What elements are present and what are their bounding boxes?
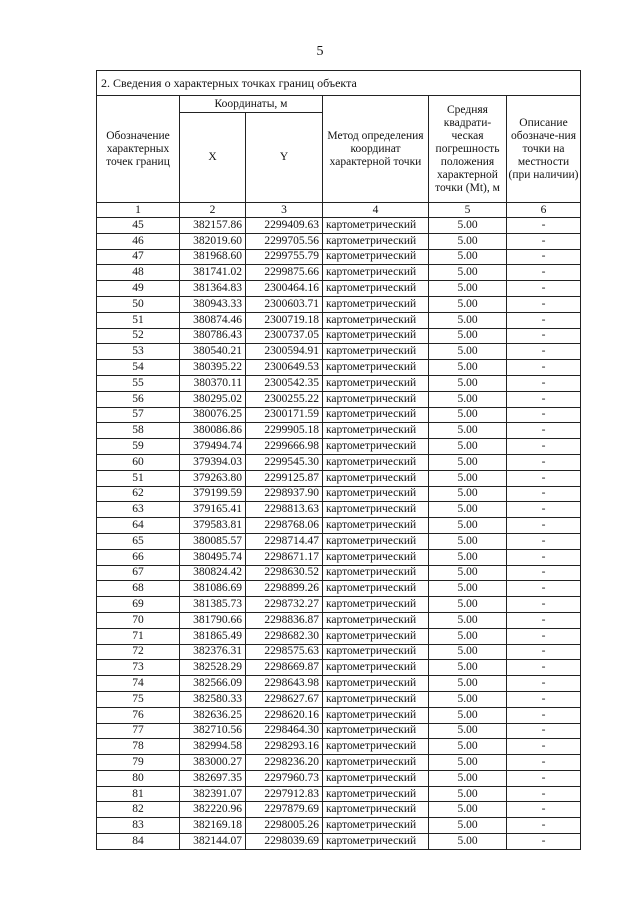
method-cell: картометрический: [323, 707, 429, 723]
description-cell: -: [507, 233, 581, 249]
point-number-cell: 80: [97, 770, 180, 786]
y-coordinate-cell: 2298039.69: [246, 834, 323, 850]
table-row: [97, 249, 581, 265]
table-row: [97, 454, 581, 470]
method-cell: картометрический: [323, 265, 429, 281]
header-method: Метод определения координат характерной точки: [323, 96, 429, 203]
method-cell: картометрический: [323, 755, 429, 771]
description-cell: -: [507, 660, 581, 676]
y-coordinate-cell: 2300737.05: [246, 328, 323, 344]
description-cell: -: [507, 802, 581, 818]
y-coordinate-cell: 2298575.63: [246, 644, 323, 660]
x-coordinate-cell: 380395.22: [180, 360, 246, 376]
method-cell: картометрический: [323, 502, 429, 518]
table-row: [97, 265, 581, 281]
x-coordinate-cell: 380786.43: [180, 328, 246, 344]
x-coordinate-cell: 379199.59: [180, 486, 246, 502]
description-cell: -: [507, 486, 581, 502]
error-cell: 5.00: [429, 660, 507, 676]
x-coordinate-cell: 382376.31: [180, 644, 246, 660]
table-row: [97, 423, 581, 439]
point-number-cell: 51: [97, 470, 180, 486]
method-cell: картометрический: [323, 312, 429, 328]
point-number-cell: 77: [97, 723, 180, 739]
x-coordinate-cell: 382697.35: [180, 770, 246, 786]
x-coordinate-cell: 382710.56: [180, 723, 246, 739]
point-number-cell: 54: [97, 360, 180, 376]
method-cell: картометрический: [323, 439, 429, 455]
point-number-cell: 53: [97, 344, 180, 360]
y-coordinate-cell: 2300719.18: [246, 312, 323, 328]
description-cell: -: [507, 249, 581, 265]
method-cell: картометрический: [323, 834, 429, 850]
description-cell: -: [507, 707, 581, 723]
y-coordinate-cell: 2299905.18: [246, 423, 323, 439]
table-body: [97, 218, 581, 850]
table-row: [97, 296, 581, 312]
method-cell: картометрический: [323, 691, 429, 707]
table-row: [97, 676, 581, 692]
x-coordinate-cell: 382144.07: [180, 834, 246, 850]
table-row: [97, 707, 581, 723]
table-row: [97, 660, 581, 676]
table-row: [97, 770, 581, 786]
x-coordinate-cell: 379165.41: [180, 502, 246, 518]
table-row: [97, 834, 581, 850]
x-coordinate-cell: 382019.60: [180, 233, 246, 249]
method-cell: картометрический: [323, 423, 429, 439]
table-row: [97, 755, 581, 771]
table-row: [97, 470, 581, 486]
header-x: X: [180, 113, 246, 203]
error-cell: 5.00: [429, 502, 507, 518]
table-row: [97, 502, 581, 518]
point-number-cell: 72: [97, 644, 180, 660]
error-cell: 5.00: [429, 360, 507, 376]
y-coordinate-cell: 2298669.87: [246, 660, 323, 676]
x-coordinate-cell: 380540.21: [180, 344, 246, 360]
error-cell: 5.00: [429, 423, 507, 439]
description-cell: -: [507, 786, 581, 802]
x-coordinate-cell: 380295.02: [180, 391, 246, 407]
description-cell: -: [507, 281, 581, 297]
description-cell: -: [507, 391, 581, 407]
table-row: [97, 518, 581, 534]
x-coordinate-cell: 379263.80: [180, 470, 246, 486]
table-row: [97, 218, 581, 234]
y-coordinate-cell: 2300542.35: [246, 375, 323, 391]
y-coordinate-cell: 2297879.69: [246, 802, 323, 818]
error-cell: 5.00: [429, 407, 507, 423]
x-coordinate-cell: 382636.25: [180, 707, 246, 723]
table-row: [97, 486, 581, 502]
description-cell: -: [507, 834, 581, 850]
error-cell: 5.00: [429, 549, 507, 565]
y-coordinate-cell: 2298937.90: [246, 486, 323, 502]
point-number-cell: 56: [97, 391, 180, 407]
x-coordinate-cell: 380370.11: [180, 375, 246, 391]
description-cell: -: [507, 423, 581, 439]
column-number: 2: [180, 203, 246, 218]
description-cell: -: [507, 612, 581, 628]
method-cell: картометрический: [323, 786, 429, 802]
x-coordinate-cell: 380085.57: [180, 533, 246, 549]
point-number-cell: 83: [97, 818, 180, 834]
method-cell: картометрический: [323, 723, 429, 739]
x-coordinate-cell: 380824.42: [180, 565, 246, 581]
method-cell: картометрический: [323, 549, 429, 565]
error-cell: 5.00: [429, 265, 507, 281]
method-cell: картометрический: [323, 518, 429, 534]
method-cell: картометрический: [323, 281, 429, 297]
description-cell: -: [507, 770, 581, 786]
error-cell: 5.00: [429, 344, 507, 360]
point-number-cell: 71: [97, 628, 180, 644]
y-coordinate-cell: 2298643.98: [246, 676, 323, 692]
y-coordinate-cell: 2300603.71: [246, 296, 323, 312]
point-number-cell: 79: [97, 755, 180, 771]
y-coordinate-cell: 2297912.83: [246, 786, 323, 802]
column-number: 6: [507, 203, 581, 218]
error-cell: 5.00: [429, 691, 507, 707]
table-row: [97, 312, 581, 328]
description-cell: -: [507, 375, 581, 391]
description-cell: -: [507, 360, 581, 376]
error-cell: 5.00: [429, 770, 507, 786]
y-coordinate-cell: 2299666.98: [246, 439, 323, 455]
error-cell: 5.00: [429, 628, 507, 644]
table-row: [97, 628, 581, 644]
method-cell: картометрический: [323, 660, 429, 676]
y-coordinate-cell: 2298293.16: [246, 739, 323, 755]
x-coordinate-cell: 381790.66: [180, 612, 246, 628]
table-row: [97, 644, 581, 660]
header-error: Средняя квадрати-ческая погрешность положения характерной точки (Mt), м: [429, 96, 507, 203]
y-coordinate-cell: 2298836.87: [246, 612, 323, 628]
method-cell: картометрический: [323, 249, 429, 265]
point-number-cell: 64: [97, 518, 180, 534]
method-cell: картометрический: [323, 360, 429, 376]
x-coordinate-cell: 380495.74: [180, 549, 246, 565]
y-coordinate-cell: 2298732.27: [246, 597, 323, 613]
y-coordinate-cell: 2298464.30: [246, 723, 323, 739]
x-coordinate-cell: 379494.74: [180, 439, 246, 455]
page-number: 5: [316, 44, 324, 59]
error-cell: 5.00: [429, 565, 507, 581]
method-cell: картометрический: [323, 218, 429, 234]
error-cell: 5.00: [429, 597, 507, 613]
table-row: [97, 597, 581, 613]
error-cell: 5.00: [429, 802, 507, 818]
y-coordinate-cell: 2298714.47: [246, 533, 323, 549]
y-coordinate-cell: 2300649.53: [246, 360, 323, 376]
header-point: Обозначение характерных точек границ: [97, 96, 180, 203]
description-cell: -: [507, 739, 581, 755]
description-cell: -: [507, 439, 581, 455]
boundary-points-table: [96, 70, 581, 850]
method-cell: картометрический: [323, 233, 429, 249]
table-row: [97, 802, 581, 818]
header-description: Описание обозначе-ния точки на местности (при наличии): [507, 96, 581, 203]
method-cell: картометрический: [323, 676, 429, 692]
description-cell: -: [507, 407, 581, 423]
description-cell: -: [507, 676, 581, 692]
error-cell: 5.00: [429, 786, 507, 802]
point-number-cell: 52: [97, 328, 180, 344]
description-cell: -: [507, 296, 581, 312]
x-coordinate-cell: 381086.69: [180, 581, 246, 597]
point-number-cell: 68: [97, 581, 180, 597]
method-cell: картометрический: [323, 470, 429, 486]
point-number-cell: 63: [97, 502, 180, 518]
error-cell: 5.00: [429, 454, 507, 470]
point-number-cell: 82: [97, 802, 180, 818]
point-number-cell: 46: [97, 233, 180, 249]
y-coordinate-cell: 2298630.52: [246, 565, 323, 581]
y-coordinate-cell: 2298813.63: [246, 502, 323, 518]
header-y: Y: [246, 113, 323, 203]
method-cell: картометрический: [323, 486, 429, 502]
error-cell: 5.00: [429, 676, 507, 692]
y-coordinate-cell: 2300171.59: [246, 407, 323, 423]
point-number-cell: 50: [97, 296, 180, 312]
description-cell: -: [507, 470, 581, 486]
error-cell: 5.00: [429, 391, 507, 407]
y-coordinate-cell: 2298236.20: [246, 755, 323, 771]
error-cell: 5.00: [429, 233, 507, 249]
x-coordinate-cell: 383000.27: [180, 755, 246, 771]
point-number-cell: 76: [97, 707, 180, 723]
y-coordinate-cell: 2298682.30: [246, 628, 323, 644]
method-cell: картометрический: [323, 565, 429, 581]
y-coordinate-cell: 2299409.63: [246, 218, 323, 234]
error-cell: 5.00: [429, 612, 507, 628]
error-cell: 5.00: [429, 439, 507, 455]
x-coordinate-cell: 382994.58: [180, 739, 246, 755]
point-number-cell: 57: [97, 407, 180, 423]
point-number-cell: 47: [97, 249, 180, 265]
error-cell: 5.00: [429, 312, 507, 328]
error-cell: 5.00: [429, 486, 507, 502]
point-number-cell: 65: [97, 533, 180, 549]
table-row: [97, 360, 581, 376]
y-coordinate-cell: 2298620.16: [246, 707, 323, 723]
x-coordinate-cell: 382566.09: [180, 676, 246, 692]
y-coordinate-cell: 2298768.06: [246, 518, 323, 534]
error-cell: 5.00: [429, 644, 507, 660]
description-cell: -: [507, 581, 581, 597]
description-cell: -: [507, 344, 581, 360]
description-cell: -: [507, 454, 581, 470]
point-number-cell: 51: [97, 312, 180, 328]
description-cell: -: [507, 818, 581, 834]
description-cell: -: [507, 723, 581, 739]
error-cell: 5.00: [429, 533, 507, 549]
error-cell: 5.00: [429, 296, 507, 312]
method-cell: картометрический: [323, 344, 429, 360]
table-row: [97, 533, 581, 549]
method-cell: картометрический: [323, 802, 429, 818]
error-cell: 5.00: [429, 375, 507, 391]
x-coordinate-cell: 379583.81: [180, 518, 246, 534]
point-number-cell: 45: [97, 218, 180, 234]
point-number-cell: 66: [97, 549, 180, 565]
point-number-cell: 78: [97, 739, 180, 755]
point-number-cell: 73: [97, 660, 180, 676]
point-number-cell: 59: [97, 439, 180, 455]
description-cell: -: [507, 265, 581, 281]
description-cell: -: [507, 218, 581, 234]
point-number-cell: 48: [97, 265, 180, 281]
boundary-points-table-wrapper: [96, 70, 580, 850]
table-row: [97, 391, 581, 407]
x-coordinate-cell: 382157.86: [180, 218, 246, 234]
x-coordinate-cell: 381385.73: [180, 597, 246, 613]
description-cell: -: [507, 533, 581, 549]
error-cell: 5.00: [429, 581, 507, 597]
x-coordinate-cell: 380874.46: [180, 312, 246, 328]
error-cell: 5.00: [429, 723, 507, 739]
description-cell: -: [507, 597, 581, 613]
description-cell: -: [507, 628, 581, 644]
method-cell: картометрический: [323, 581, 429, 597]
method-cell: картометрический: [323, 770, 429, 786]
y-coordinate-cell: 2299125.87: [246, 470, 323, 486]
x-coordinate-cell: 380943.33: [180, 296, 246, 312]
description-cell: -: [507, 691, 581, 707]
y-coordinate-cell: 2298005.26: [246, 818, 323, 834]
method-cell: картометрический: [323, 644, 429, 660]
description-cell: -: [507, 518, 581, 534]
x-coordinate-cell: 382528.29: [180, 660, 246, 676]
description-cell: -: [507, 755, 581, 771]
error-cell: 5.00: [429, 328, 507, 344]
y-coordinate-cell: 2299545.30: [246, 454, 323, 470]
y-coordinate-cell: 2298627.67: [246, 691, 323, 707]
table-row: [97, 233, 581, 249]
table-row: [97, 407, 581, 423]
point-number-cell: 74: [97, 676, 180, 692]
x-coordinate-cell: 379394.03: [180, 454, 246, 470]
point-number-cell: 69: [97, 597, 180, 613]
error-cell: 5.00: [429, 818, 507, 834]
error-cell: 5.00: [429, 218, 507, 234]
point-number-cell: 67: [97, 565, 180, 581]
error-cell: 5.00: [429, 707, 507, 723]
table-row: [97, 739, 581, 755]
table-row: [97, 565, 581, 581]
x-coordinate-cell: 382580.33: [180, 691, 246, 707]
point-number-cell: 55: [97, 375, 180, 391]
table-row: [97, 723, 581, 739]
y-coordinate-cell: 2298671.17: [246, 549, 323, 565]
column-number: 1: [97, 203, 180, 218]
table-row: [97, 691, 581, 707]
method-cell: картометрический: [323, 612, 429, 628]
description-cell: -: [507, 644, 581, 660]
x-coordinate-cell: 380086.86: [180, 423, 246, 439]
description-cell: -: [507, 549, 581, 565]
error-cell: 5.00: [429, 755, 507, 771]
y-coordinate-cell: 2299705.56: [246, 233, 323, 249]
x-coordinate-cell: 380076.25: [180, 407, 246, 423]
error-cell: 5.00: [429, 739, 507, 755]
error-cell: 5.00: [429, 834, 507, 850]
y-coordinate-cell: 2300464.16: [246, 281, 323, 297]
table-row: [97, 375, 581, 391]
method-cell: картометрический: [323, 454, 429, 470]
x-coordinate-cell: 381741.02: [180, 265, 246, 281]
table-row: [97, 344, 581, 360]
header-coordinates: Координаты, м: [180, 96, 323, 113]
error-cell: 5.00: [429, 470, 507, 486]
x-coordinate-cell: 381968.60: [180, 249, 246, 265]
x-coordinate-cell: 382169.18: [180, 818, 246, 834]
table-row: [97, 612, 581, 628]
point-number-cell: 84: [97, 834, 180, 850]
method-cell: картометрический: [323, 739, 429, 755]
point-number-cell: 81: [97, 786, 180, 802]
table-row: [97, 281, 581, 297]
y-coordinate-cell: 2299755.79: [246, 249, 323, 265]
error-cell: 5.00: [429, 518, 507, 534]
table-row: [97, 328, 581, 344]
x-coordinate-cell: 381364.83: [180, 281, 246, 297]
method-cell: картометрический: [323, 296, 429, 312]
section-title: 2. Сведения о характерных точках границ объекта: [97, 71, 581, 96]
description-cell: -: [507, 312, 581, 328]
y-coordinate-cell: 2298899.26: [246, 581, 323, 597]
error-cell: 5.00: [429, 281, 507, 297]
column-number: 5: [429, 203, 507, 218]
method-cell: картометрический: [323, 328, 429, 344]
method-cell: картометрический: [323, 407, 429, 423]
y-coordinate-cell: 2299875.66: [246, 265, 323, 281]
x-coordinate-cell: 381865.49: [180, 628, 246, 644]
y-coordinate-cell: 2297960.73: [246, 770, 323, 786]
column-number-row: [97, 203, 581, 218]
description-cell: -: [507, 328, 581, 344]
y-coordinate-cell: 2300594.91: [246, 344, 323, 360]
table-row: [97, 786, 581, 802]
x-coordinate-cell: 382391.07: [180, 786, 246, 802]
description-cell: -: [507, 502, 581, 518]
column-number: 4: [323, 203, 429, 218]
x-coordinate-cell: 382220.96: [180, 802, 246, 818]
point-number-cell: 49: [97, 281, 180, 297]
point-number-cell: 62: [97, 486, 180, 502]
method-cell: картометрический: [323, 628, 429, 644]
description-cell: -: [507, 565, 581, 581]
y-coordinate-cell: 2300255.22: [246, 391, 323, 407]
point-number-cell: 70: [97, 612, 180, 628]
method-cell: картометрический: [323, 391, 429, 407]
point-number-cell: 60: [97, 454, 180, 470]
point-number-cell: 75: [97, 691, 180, 707]
method-cell: картометрический: [323, 818, 429, 834]
column-number: 3: [246, 203, 323, 218]
table-row: [97, 581, 581, 597]
method-cell: картометрический: [323, 375, 429, 391]
table-row: [97, 439, 581, 455]
method-cell: картометрический: [323, 597, 429, 613]
point-number-cell: 58: [97, 423, 180, 439]
error-cell: 5.00: [429, 249, 507, 265]
table-row: [97, 549, 581, 565]
table-row: [97, 818, 581, 834]
method-cell: картометрический: [323, 533, 429, 549]
